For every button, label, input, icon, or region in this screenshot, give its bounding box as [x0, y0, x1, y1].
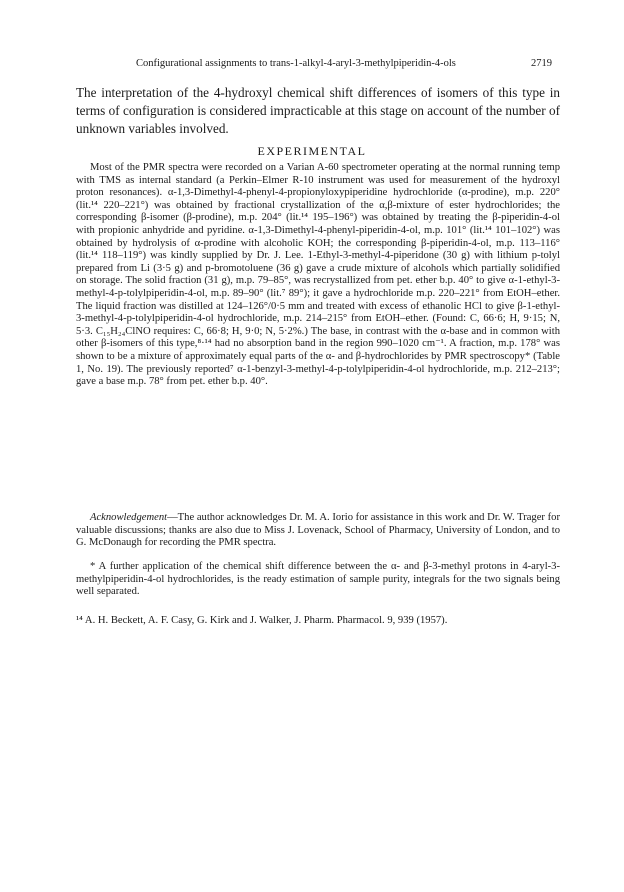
section-heading: EXPERIMENTAL: [257, 144, 367, 158]
reference-entry: ¹⁴ A. H. Beckett, A. F. Casy, G. Kirk and J. Walker, J. Pharm. Pharmacol. 9, 939 (1957).: [76, 615, 448, 626]
page-number: 2719: [531, 58, 552, 69]
footnote-text: * A further application of the chemical shift difference between the α- and β-3-methyl protons in 4-aryl-3-methylpiperidin-4-ol hydrochlorides, is the ready estimation of sample purity, integrals for the two signals being well separated.: [76, 561, 560, 598]
experimental-paragraph: Most of the PMR spectra were recorded on a Varian A-60 spectrometer operating at the normal running temp with TMS as internal standard (a Perkin–Elmer R-10 instrument was used for measurement of the hydroxyl proton resonances). α-1,3-Dimethyl-4-phenyl-4-propionyloxypiperidine hydrochloride (α-prodine), m.p. 220° (lit.¹⁴ 220–221°) was obtained by fractional crystallization of the α,β-mixture of ester hydrochlorides; the corresponding β-isomer (β-prodine), m.p. 204° (lit.¹⁴ 195–196°) was obtained by treating the β-piperidin-4-ol with propionic anhydride and pyridine. α-1,3-Dimethyl-4-phenyl-piperidin-4-ol, m.p. 101° (lit.¹⁴ 101–102°) was obtained by hydrolysis of α-prodine with alcoholic KOH; the corresponding β-piperidin-4-ol, m.p. 113–116° (lit.¹⁴ 118–119°) was kindly supplied by Dr. J. Lee. 1-Ethyl-3-methyl-4-piperidone (30 g) with lithium p-tolyl prepared from Li (3·5 g) and p-bromotoluene (36 g) gave a crude mixture of alcohols which partially solidified on storage. The solid fraction (31 g), m.p. 79–85°, was recrystallized from pet. ether b.p. 40° to give α-1-ethyl-3-methyl-4-p-tolylpiperidin-4-ol, m.p. 89–90° (lit.⁷ 89°); it gave a hydrochloride m.p. 220–221° from EtOH–ether. The liquid fraction was distilled at 124–126°/0·5 mm and treated with excess of ethanolic HCl to give β-1-ethyl-3-methyl-4-p-tolylpiperidin-4-ol hydrochloride, m.p. 214–215° from EtOH–ether. (Found: C, 66·6; H, 9·15; N, 5·3. C₁₅H₂₄ClNO requires: C, 66·8; H, 9·0; N, 5·2%.) The base, in contrast with the α-base and in common with other β-isomers of this type,⁸·¹⁴ had no absorption band in the region 990–1020 cm⁻¹. A fraction, m.p. 178° was shown to be a mixture of approximately equal parts of the α- and β-hydrochlorides by PMR spectroscopy* (Table 1, No. 19). The previously reported⁷ α-1-benzyl-3-methyl-4-p-tolylpiperidin-4-ol hydrochloride, m.p. 212–213°; gave a base m.p. 78° from pet. ether b.p. 40°.: [76, 162, 560, 388]
reference-list: [76, 615, 560, 628]
acknowledgement-label: Acknowledgement: [90, 512, 168, 523]
acknowledgement-text: —The author acknowledges Dr. M. A. Iorio for assistance in this work and Dr. W. Trager for valuable discussions; thanks are also due to Miss J. Lovenack, School of Pharmacy, University of London, and to G. McDonaugh for recording the PMR spectra.: [76, 512, 560, 549]
footnote: [76, 561, 560, 599]
running-title: Configurational assignments to trans-1-alkyl-4-aryl-3-methylpiperidin-4-ols: [136, 58, 456, 69]
acknowledgement-paragraph: [76, 512, 560, 550]
lead-paragraph: The interpretation of the 4-hydroxyl chemical shift differences of isomers of this type in terms of configuration is considered impracticable at this stage on account of the number of unknown variables involved.: [76, 85, 560, 136]
acknowledgement: [76, 512, 560, 550]
experimental-section: [76, 162, 560, 389]
